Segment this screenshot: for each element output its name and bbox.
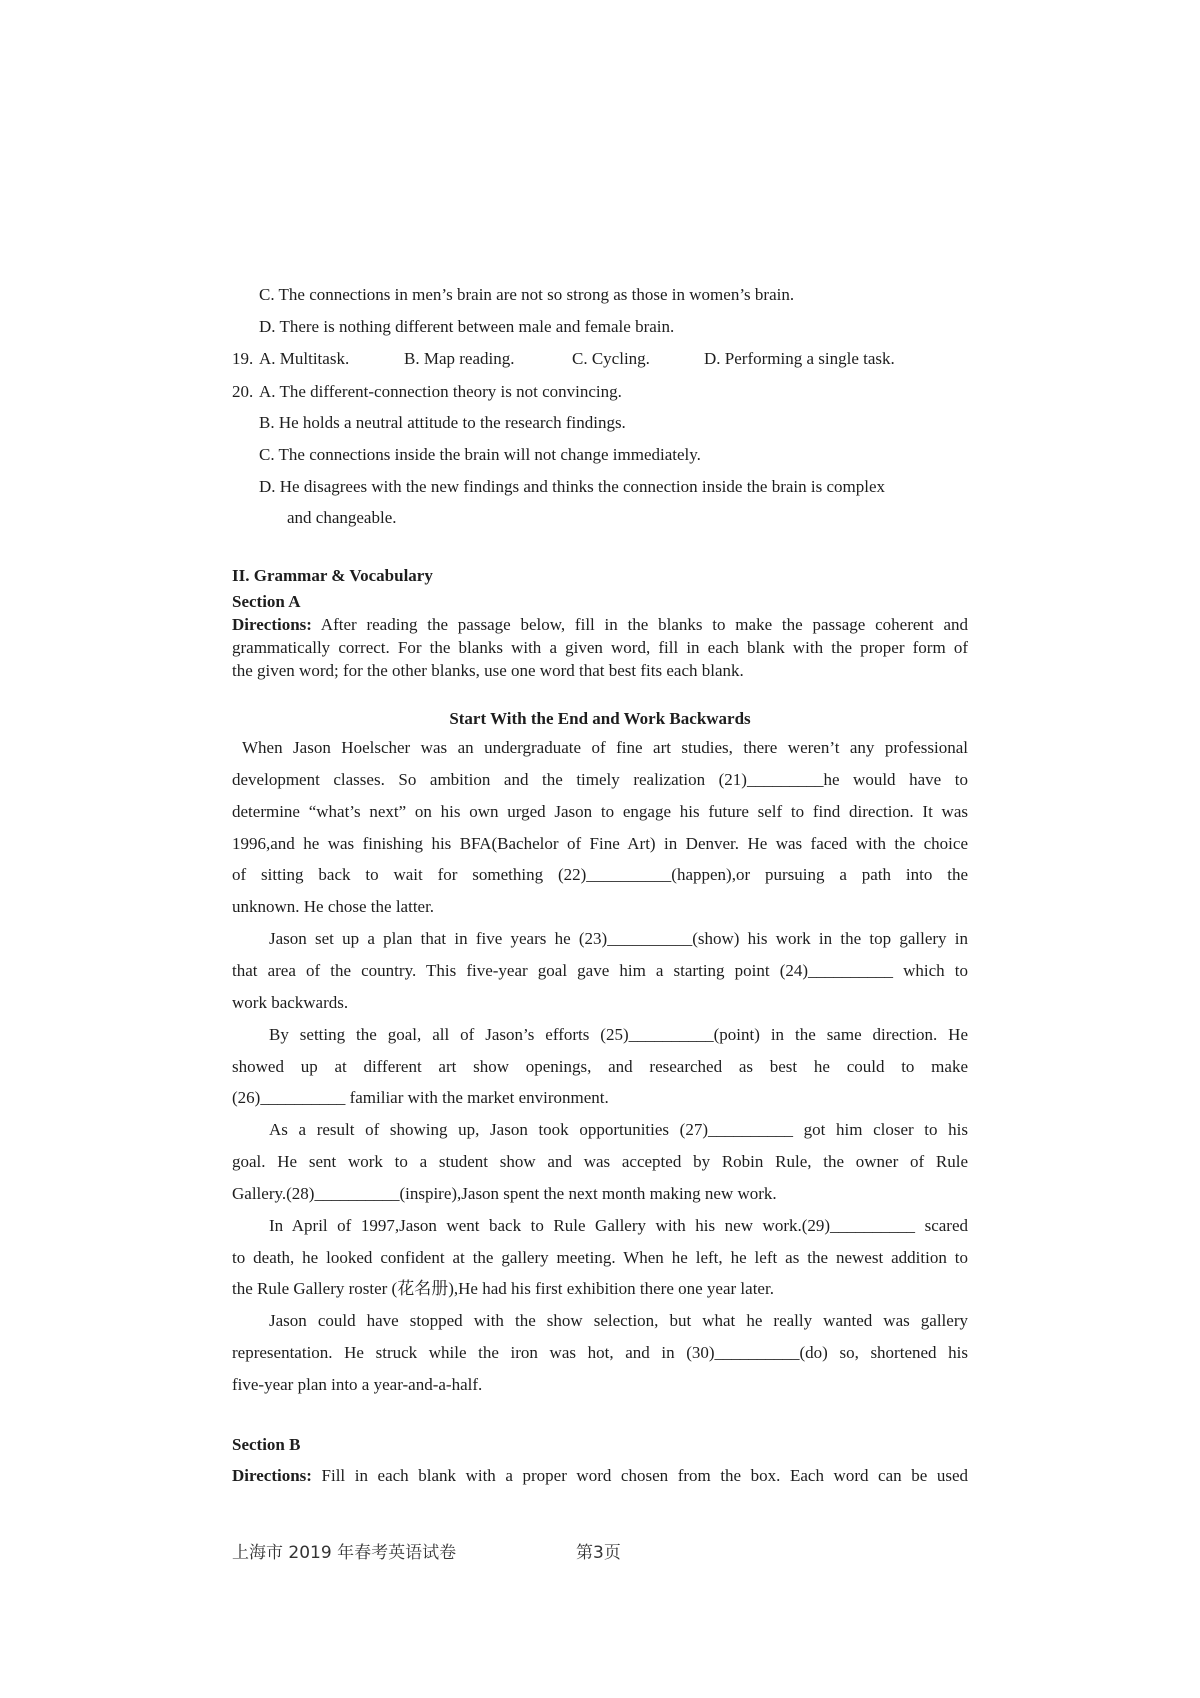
q20-option-a: A. The different-connection theory is not convincing. xyxy=(259,382,622,401)
q18-option-d: D. There is nothing different between male and female brain. xyxy=(259,317,675,336)
q20-option-d-cont: and changeable. xyxy=(287,508,397,527)
passage-line: Jason set up a plan that in five years he (23)__________(show) his work in the top gallery in xyxy=(269,929,968,949)
passage-line: of sitting back to wait for something (22)__________(happen),or pursuing a path into the xyxy=(232,865,968,885)
section-b-directions xyxy=(232,1465,968,1487)
passage-line: As a result of showing up, Jason took opportunities (27)__________ got him closer to his xyxy=(269,1120,968,1140)
q19-option-a: A. Multitask. xyxy=(259,349,350,368)
passage-line: development classes. So ambition and the timely realization (21)_________he would have to xyxy=(232,769,968,789)
q19-number: 19. xyxy=(232,349,254,368)
passage-line: that area of the country. This five-year goal gave him a starting point (24)__________ which to xyxy=(232,960,968,980)
q20-option-b: B. He holds a neutral attitude to the research findings. xyxy=(259,413,626,432)
passage-line: five-year plan into a year-and-a-half. xyxy=(232,1375,483,1394)
directions-text: Fill in each blank with a proper word chosen from the box. Each word can be used xyxy=(311,1466,968,1485)
directions-label: Directions: xyxy=(232,615,312,634)
directions-line: the given word; for the other blanks, use one word that best fits each blank. xyxy=(232,661,744,680)
passage-title: Start With the End and Work Backwards xyxy=(449,709,751,728)
passage-line: determine “what’s next” on his own urged Jason to engage his future self to find direction. It was xyxy=(232,801,968,821)
q20-number: 20. xyxy=(232,382,254,401)
passage-line: By setting the goal, all of Jason’s efforts (25)__________(point) in the same direction. He xyxy=(269,1024,968,1044)
directions-line xyxy=(232,614,968,636)
passage-line: (26)__________ familiar with the market environment. xyxy=(232,1088,609,1108)
passage-line: to death, he looked confident at the gallery meeting. When he left, he left as the newest addition to xyxy=(232,1247,968,1267)
passage-line: In April of 1997,Jason went back to Rule Gallery with his new work.(29)__________ scared xyxy=(269,1215,968,1235)
passage-line: Gallery.(28)__________(inspire),Jason spent the next month making new work. xyxy=(232,1183,777,1203)
passage-line: unknown. He chose the latter. xyxy=(232,897,435,917)
passage-line: the Rule Gallery roster (花名册),He had his first exhibition there one year later. xyxy=(232,1279,774,1299)
directions-text: After reading the passage below, fill in the blanks to make the passage coherent and xyxy=(311,615,968,634)
q20-option-d: D. He disagrees with the new findings and thinks the connection inside the brain is complex xyxy=(259,477,886,496)
q19-option-c: C. Cycling. xyxy=(572,349,650,368)
passage-line: representation. He struck while the iron was hot, and in (30)__________(do) so, shortened his xyxy=(232,1343,968,1363)
q19-option-b: B. Map reading. xyxy=(404,349,515,368)
passage-line: work backwards. xyxy=(232,992,349,1012)
directions-label: Directions: xyxy=(232,1466,312,1485)
q20-option-c: C. The connections inside the brain will not change immediately. xyxy=(259,445,701,464)
passage-line: goal. He sent work to a student show and was accepted by Robin Rule, the owner of Rule xyxy=(232,1152,968,1172)
part2-heading: II. Grammar & Vocabulary xyxy=(232,566,433,585)
passage-line: showed up at different art show openings, and researched as best he could to make xyxy=(232,1056,968,1076)
q18-option-c: C. The connections in men’s brain are not so strong as those in women’s brain. xyxy=(259,285,795,304)
footer-page-number: 第3页 xyxy=(576,1543,621,1563)
passage-line: Jason could have stopped with the show selection, but what he really wanted was gallery xyxy=(269,1311,968,1331)
section-a-title: Section A xyxy=(232,592,301,611)
directions-line: grammatically correct. For the blanks with a given word, fill in each blank with the proper form of xyxy=(232,638,968,657)
passage-line: When Jason Hoelscher was an undergraduate of fine art studies, there weren’t any professional xyxy=(242,738,968,757)
q19-option-d: D. Performing a single task. xyxy=(704,349,895,368)
footer-exam-title: 上海市 2019 年春考英语试卷 xyxy=(232,1543,457,1563)
section-b-title: Section B xyxy=(232,1435,301,1454)
passage-line: 1996,and he was finishing his BFA(Bachelor of Fine Art) in Denver. He was faced with the choice xyxy=(232,833,968,853)
